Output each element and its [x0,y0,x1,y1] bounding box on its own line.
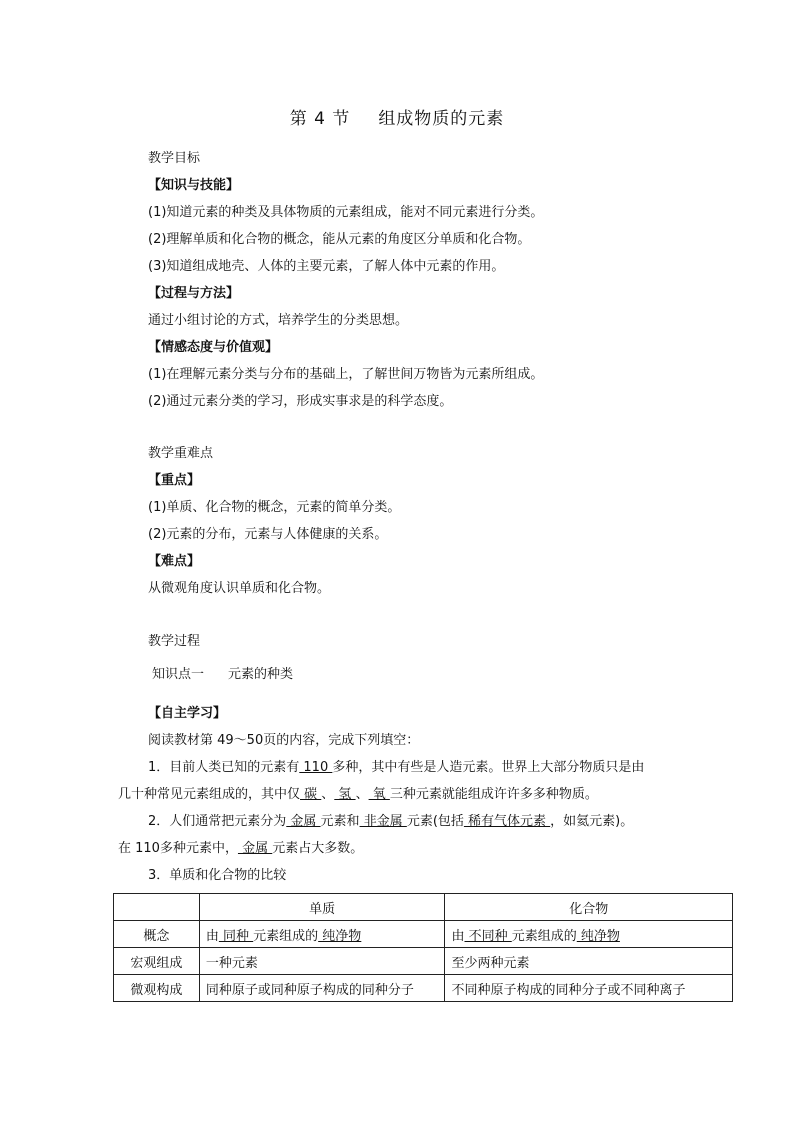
q2-text-c: 元素(包括 [406,814,464,829]
table-row [114,975,733,1002]
cell-answer: 同种 [218,928,254,944]
knowledge-item-3: (3)知道组成地壳、人体的主要元素，了解人体中元素的作用。 [148,259,505,274]
q2-text-a: 2．人们通常把元素分为 [148,814,287,829]
question-2-line-1 [148,813,633,831]
comparison-table [113,893,733,1002]
knowledge-item-1: (1)知道元素的种类及具体物质的元素组成，能对不同元素进行分类。 [148,205,544,220]
q1-sep-2: 、 [355,787,369,802]
q2-answer-noble-gas: 稀有气体元素 [463,814,551,829]
reading-instruction: 阅读教材第 49～50页的内容，完成下列填空： [148,733,420,748]
q2-answer-metal: 金属 [286,814,321,829]
q1-text-a: 1．目前人类已知的元素有 [148,760,300,775]
question-1-line-1 [148,759,644,777]
knowledge-point-number: 知识点一 [152,667,205,682]
difficulty-label: 【难点】 [148,554,201,569]
q2-text-e: 在 110多种元素中， [118,841,238,856]
compound-concept-cell [445,921,733,948]
table-cell: 不同种原子构成的同种分子或不同种离子 [445,975,733,1002]
q1-answer-count: 110 [299,760,333,775]
table-header-cell: 单质 [199,894,445,921]
cell-answer: 纯净物 [318,928,362,944]
emotion-item-1: (1)在理解元素分类与分布的基础上，了解世间万物皆为元素所组成。 [148,367,544,382]
focus-item-2: (2)元素的分布，元素与人体健康的关系。 [148,527,388,542]
page-title [0,104,794,129]
cell-text: 元素组成的 [511,928,577,944]
cell-text: 由 [205,928,219,944]
knowledge-item-2: (2)理解单质和化合物的概念，能从元素的角度区分单质和化合物。 [148,232,531,247]
q1-text-d: 三种元素就能组成许许多多种物质。 [389,787,598,802]
knowledge-label: 【知识与技能】 [148,178,240,193]
table-header-cell [114,894,200,921]
question-2-line-2 [118,840,363,858]
goals-heading: 教学目标 [148,151,201,166]
q2-text-f: 元素占大多数。 [272,841,364,856]
table-cell: 至少两种元素 [445,948,733,975]
q2-answer-majority: 金属 [237,841,273,856]
difficulty-item-1: 从微观角度认识单质和化合物。 [148,581,331,596]
question-1-line-2 [118,786,598,804]
table-row [114,921,733,948]
q1-text-b: 多种，其中有些是人造元素。世界上大部分物质只是由 [332,760,645,775]
q1-answer-oxygen: 氧 [368,787,390,802]
table-cell: 同种原子或同种原子构成的同种分子 [199,975,445,1002]
process-label: 【过程与方法】 [148,286,240,301]
q1-answer-hydrogen: 氢 [334,787,356,802]
cell-text: 由 [451,928,465,944]
process-heading: 教学过程 [148,634,201,649]
q1-text-c: 几十种常见元素组成的，其中仅 [118,787,301,802]
row-label: 宏观组成 [114,948,200,975]
q2-answer-nonmetal: 非金属 [359,814,407,829]
table-row [114,948,733,975]
table-cell: 一种元素 [199,948,445,975]
cell-answer: 不同种 [464,928,512,944]
knowledge-point-heading [152,666,293,684]
table-header-cell: 化合物 [445,894,733,921]
knowledge-point-name: 元素的种类 [228,667,294,682]
cell-answer: 纯净物 [576,928,620,944]
self-study-label: 【自主学习】 [148,706,227,721]
single-concept-cell [199,921,445,948]
q2-text-b: 元素和 [320,814,360,829]
q2-text-d: ，如氦元素)。 [550,814,634,829]
row-label: 概念 [114,921,200,948]
section-number: 第 4 节 [289,109,351,129]
emotion-label: 【情感态度与价值观】 [148,340,279,355]
q1-sep-1: 、 [321,787,335,802]
table-header-row [114,894,733,921]
emotion-item-2: (2)通过元素分类的学习，形成实事求是的科学态度。 [148,394,453,409]
keypoints-heading: 教学重难点 [148,446,214,461]
question-3: 3．单质和化合物的比较 [148,868,287,883]
cell-text: 元素组成的 [253,928,319,944]
q1-answer-carbon: 碳 [300,787,322,802]
row-label: 微观构成 [114,975,200,1002]
focus-item-1: (1)单质、化合物的概念，元素的简单分类。 [148,500,401,515]
section-name: 组成物质的元素 [378,109,505,129]
process-item-1: 通过小组讨论的方式，培养学生的分类思想。 [148,313,409,328]
focus-label: 【重点】 [148,473,201,488]
